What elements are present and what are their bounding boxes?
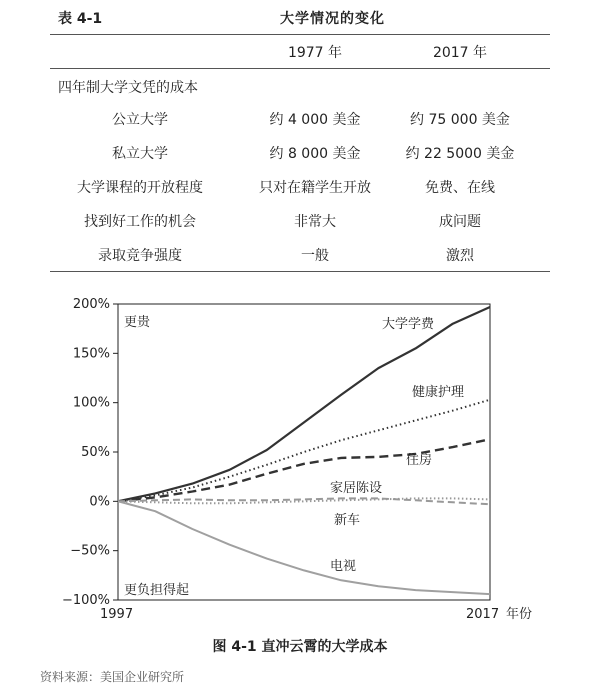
- series-line-电视: [118, 501, 490, 594]
- y-tick-label: −50%: [70, 543, 110, 559]
- series-line-大学学费: [118, 307, 490, 501]
- cost-chart: [0, 296, 600, 632]
- row-label: 公立大学: [112, 112, 168, 128]
- row-label: 找到好工作的机会: [84, 214, 196, 230]
- y-tick-label: 50%: [81, 445, 110, 460]
- section-label: 四年制大学文凭的成本: [58, 80, 198, 96]
- plot-frame: [118, 304, 490, 600]
- cell-2017: 约 75 000 美金: [410, 112, 510, 128]
- series-label: 电视: [330, 559, 357, 574]
- x-tick-end: 2017: [466, 607, 500, 622]
- y-tick-label: 200%: [72, 297, 110, 312]
- table-bottom-rule: [50, 271, 550, 272]
- table-row: [50, 203, 550, 237]
- cell-1977: 只对在籍学生开放: [259, 180, 371, 196]
- y-tick-label: 0%: [89, 494, 110, 510]
- series-line-住房: [118, 439, 490, 501]
- cell-2017: 激烈: [446, 248, 474, 264]
- y-tick-label: −100%: [61, 593, 110, 608]
- cell-2017: 约 22 5000 美金: [405, 146, 515, 162]
- annotation-bottom: 更负担得起: [124, 583, 190, 598]
- annotation-top: 更贵: [124, 315, 151, 330]
- table-row: [50, 237, 550, 271]
- row-label: 录取竞争强度: [98, 248, 182, 264]
- table-row: [50, 169, 550, 203]
- row-label: 私立大学: [112, 146, 168, 162]
- cell-1977: 约 8 000 美金: [269, 146, 361, 162]
- series-label: 大学学费: [382, 317, 435, 332]
- cell-2017: 免费、在线: [425, 180, 495, 196]
- series-label: 家居陈设: [330, 481, 383, 496]
- table-row: [50, 101, 550, 135]
- x-axis-unit: 年份: [506, 607, 533, 622]
- comparison-table: [50, 0, 550, 272]
- table-header: [50, 0, 550, 35]
- x-tick-start: 1997: [100, 607, 134, 622]
- table-row: [50, 135, 550, 169]
- series-label: 新车: [334, 513, 361, 528]
- figure-caption: 图 4-1 直冲云霄的大学成本: [212, 639, 388, 655]
- column-header-2017: 2017 年: [432, 45, 488, 61]
- cell-2017: 成问题: [439, 214, 481, 230]
- series-label: 健康护理: [412, 385, 465, 400]
- series-label: 住房: [406, 453, 433, 468]
- row-label: 大学课程的开放程度: [77, 180, 203, 196]
- y-tick-label: 100%: [72, 395, 110, 411]
- y-tick-label: 150%: [72, 346, 110, 362]
- cell-1977: 约 4 000 美金: [269, 112, 361, 128]
- cell-1977: 非常大: [294, 214, 336, 230]
- table-title: 大学情况的变化: [280, 11, 385, 27]
- cell-1977: 一般: [301, 248, 329, 264]
- column-headers: [50, 35, 550, 69]
- figure-source: 资料来源：美国企业研究所: [40, 670, 185, 684]
- table-section-row: [50, 69, 550, 101]
- column-header-1977: 1977 年: [287, 45, 343, 61]
- table-label: 表 4-1: [58, 11, 103, 27]
- series-line-健康护理: [118, 400, 490, 502]
